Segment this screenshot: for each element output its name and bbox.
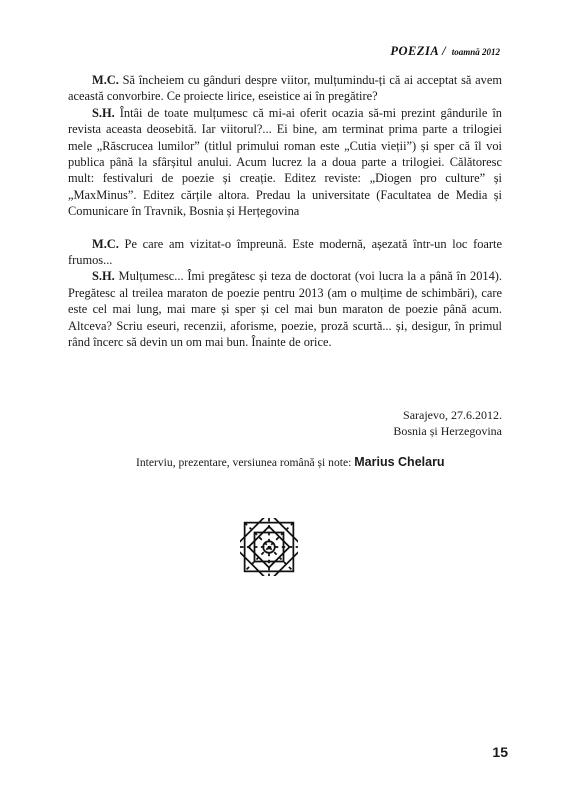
speaker-label: M.C. [92,236,119,251]
running-header [390,44,500,59]
paragraph [68,268,502,350]
author-name: Marius Chelaru [354,455,445,469]
paragraph-text: Întâi de toate mulțumesc că mi-ai oferit ocazia să-mi prezint gândurile în revista aceasta deosebită. Iar viitorul?... Ei bine, am terminat prima parte a trilogiei mele „Răscrucea lumilor” (titlul primului roman este „Cutia vieții”) și sper că îl voi publica până la sfârșitul anului. Acum lucrez la a doua parte a trilogiei. Călătoresc mult: festivaluri de poezie și creație. Editez reviste: „Diogen pro culture” și „MaxMinus”. Editez cărțile altora. Predau la universitate (Facultatea de Media și Comunicare în Travnik, Bosnia și Herțegovina [68,105,502,219]
paragraph-gap [68,220,502,236]
arabesque-ornament-icon [240,518,298,576]
credit-line [136,455,502,469]
paragraph-text: Mulțumesc... Îmi pregătesc și teza de doctorat (voi lucra la a până în 2014). Pregătesc al treilea maraton de poezie pentru 2013 (am o mulțime de schimbări), care este cel mai lung, mai mare și sper și cel mai bun maraton de poezie până acum. Altceva? Scriu eseuri, recenzii, aforisme, poezie, proză scurtă... și, desigur, în primul rând încerc să devin un om mai bun. Înainte de orice. [68,269,502,350]
signature-block [393,407,502,439]
speaker-label: M.C. [92,73,119,87]
country: Bosnia și Herzegovina [393,424,502,438]
credit-text: Interviu, prezentare, versiunea română și note: [136,456,355,469]
interview-text [68,72,502,351]
speaker-label: S.H. [92,269,115,284]
paragraph-text: Să încheiem cu gânduri despre viitor, mulțumindu-ți că ai acceptat să avem această convorbire. Ce proiecte lirice, eseistice ai în pregătire? [68,73,502,104]
journal-issue: toamnă 2012 [451,47,500,57]
paragraph [68,105,502,220]
page-number: 15 [492,744,508,760]
place-date: Sarajevo, 27.6.2012. [403,408,502,422]
paragraph-text: Pe care am vizitat-o împreună. Este modernă, așezată într-un loc foarte frumos... [68,236,502,268]
paragraph [68,72,502,105]
paragraph [68,236,502,269]
speaker-label: S.H. [92,105,115,120]
journal-title: POEZIA / [390,44,447,58]
